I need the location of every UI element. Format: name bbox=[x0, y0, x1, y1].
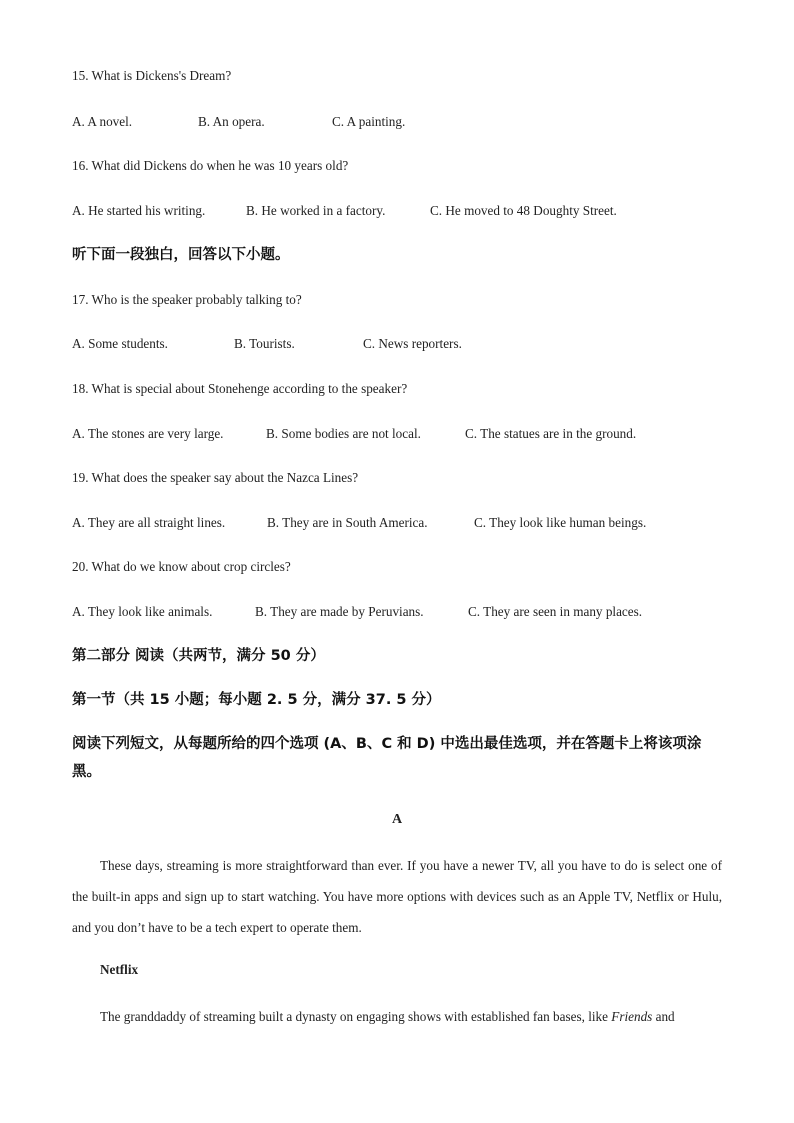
option-c: C. News reporters. bbox=[363, 336, 462, 351]
passage-label: A bbox=[391, 812, 403, 827]
option-b: B. They are in South America. bbox=[267, 515, 428, 530]
option-c: C. They are seen in many places. bbox=[468, 604, 643, 619]
monologue-instruction: 听下面一段独白，回答以下小题。 bbox=[72, 247, 290, 263]
option-a: A. Some students. bbox=[72, 336, 168, 351]
option-c: C. The statues are in the ground. bbox=[465, 426, 637, 441]
question-15: 15. What is Dickens's Dream? bbox=[72, 68, 232, 83]
part-2-title: 第二部分 阅读（共两节，满分 50 分） bbox=[72, 648, 325, 664]
option-a: A. The stones are very large. bbox=[72, 426, 224, 441]
question-18: 18. What is special about Stonehenge according to the speaker? bbox=[72, 381, 408, 396]
netflix-heading: Netflix bbox=[100, 962, 139, 977]
question-19: 19. What does the speaker say about the Nazca Lines? bbox=[72, 470, 359, 485]
paragraph-2-start: The granddaddy of streaming built a dynasty on engaging shows with established fan bases, like bbox=[100, 1009, 612, 1024]
friends-title: Friends bbox=[611, 1009, 653, 1024]
option-b: B. Some bodies are not local. bbox=[266, 426, 421, 441]
option-c: C. They look like human beings. bbox=[474, 515, 647, 530]
paragraph-2-end: and bbox=[652, 1009, 675, 1024]
option-b: B. They are made by Peruvians. bbox=[255, 604, 424, 619]
passage-paragraph-2 bbox=[100, 1008, 722, 1026]
reading-instruction: 阅读下列短文，从每题所给的四个选项 (A、B、C 和 D) 中选出最佳选项，并在答题卡上将该项涂黑。 bbox=[72, 736, 702, 780]
option-b: B. Tourists. bbox=[234, 336, 295, 351]
section-1-title: 第一节（共 15 小题；每小题 2. 5 分，满分 37. 5 分） bbox=[72, 692, 441, 708]
option-a: A. He started his writing. bbox=[72, 203, 206, 218]
passage-paragraph-1: These days, streaming is more straightforward than ever. If you have a newer TV, all you have to do is select one of the built-in apps and sign up to start watching. You have more options with devices such as an Apple TV, Netflix or Hulu, and you don’t have to be a tech expert to operate them. bbox=[72, 858, 722, 935]
option-c: C. He moved to 48 Doughty Street. bbox=[430, 203, 617, 218]
question-16: 16. What did Dickens do when he was 10 years old? bbox=[72, 158, 349, 173]
option-a: A. A novel. bbox=[72, 114, 133, 129]
question-20: 20. What do we know about crop circles? bbox=[72, 559, 291, 574]
option-a: A. They look like animals. bbox=[72, 604, 213, 619]
option-a: A. They are all straight lines. bbox=[72, 515, 226, 530]
option-b: B. He worked in a factory. bbox=[246, 203, 386, 218]
question-17: 17. Who is the speaker probably talking to? bbox=[72, 292, 302, 307]
option-b: B. An opera. bbox=[198, 114, 265, 129]
option-c: C. A painting. bbox=[332, 114, 406, 129]
